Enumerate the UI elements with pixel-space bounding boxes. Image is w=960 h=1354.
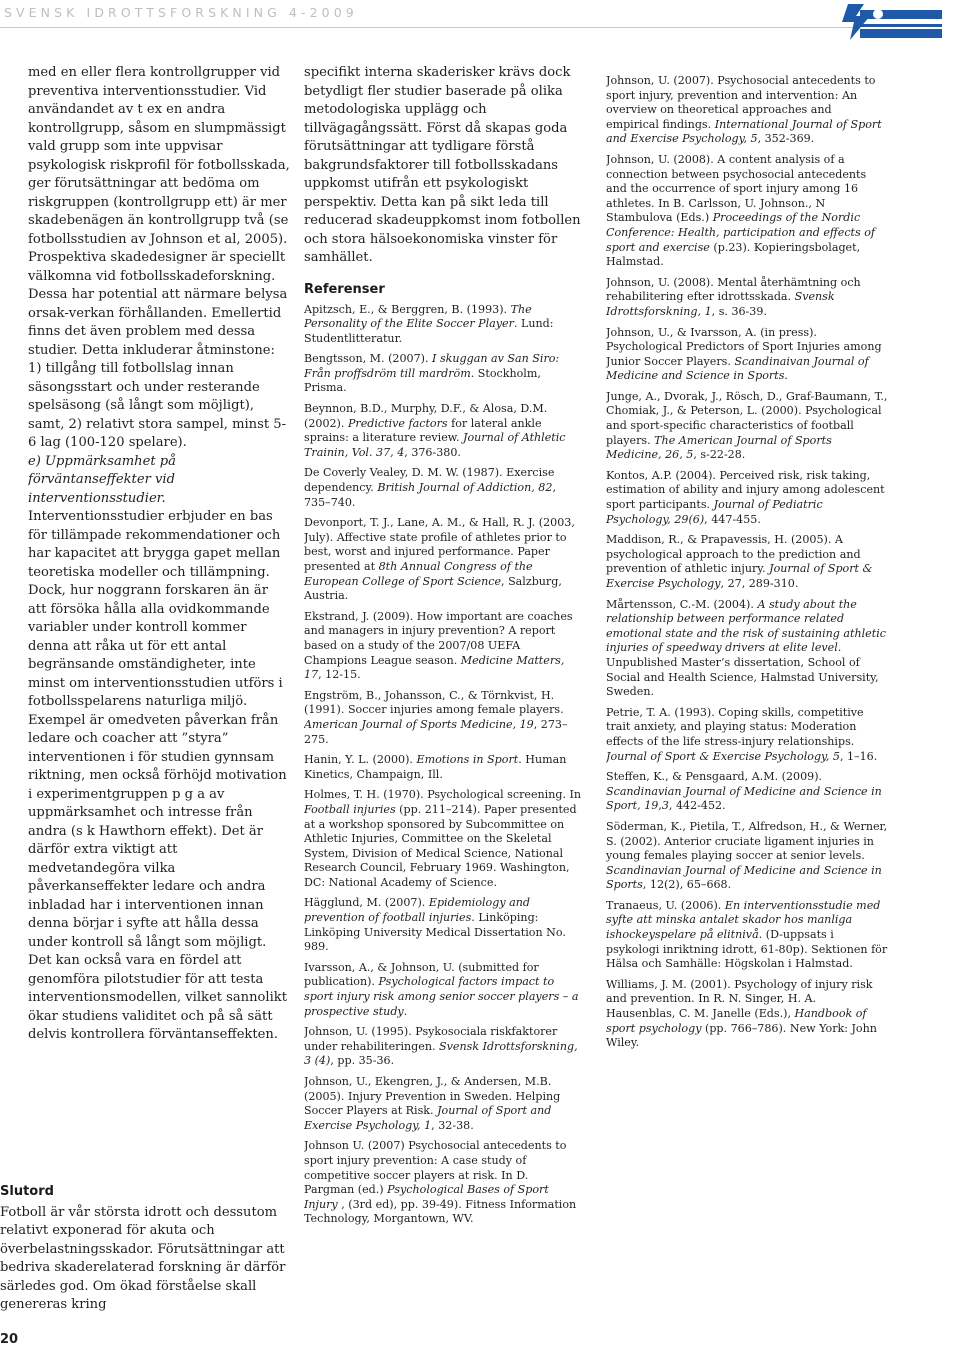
reference-entry — [304, 402, 582, 460]
reference-text: Holmes, T. H. (1970). Psychological screening. In — [304, 788, 582, 802]
reference-text: , s-22-28. — [693, 448, 746, 462]
column-3 — [606, 74, 888, 1057]
reference-text: . Linköping: Linköping University Medical Dissertation No. 989. — [304, 911, 566, 954]
reference-entry — [304, 352, 582, 396]
reference-entry — [304, 1139, 582, 1227]
reference-entry — [304, 303, 582, 347]
reference-text: . — [403, 1004, 408, 1018]
reference-title: Handbook of sport psychology — [606, 1007, 867, 1035]
reference-text: Bengtsson, M. (2007). — [304, 352, 433, 366]
reference-text: (p.23). Kopieringsbolaget, Halmstad. — [606, 240, 861, 269]
reference-text: , 447-455. — [704, 512, 761, 526]
reference-text: , 352-369. — [757, 132, 815, 146]
reference-entry — [606, 899, 888, 972]
reference-text: Johnson U. (2007) Psychosocial antecedents to sport injury prevention: A case study of competitive soccer players at risk. In D. Pargman (ed.) — [304, 1139, 567, 1197]
page-number: 20 — [0, 1332, 19, 1347]
reference-list-col2 — [304, 303, 582, 1227]
reference-title: Journal of Sport and Exercise Psychology, 1 — [304, 1104, 552, 1132]
reference-title: 8th Annual Congress of the European College of Sport Science — [304, 560, 533, 588]
reference-title: The Personality of the Elite Soccer Player — [304, 302, 532, 331]
reference-text: Hanin, Y. L. (2000). — [304, 753, 417, 767]
reference-title: Scandinavian Journal of Medicine and Science in Sport, 19,3 — [606, 784, 882, 813]
reference-entry — [304, 1075, 582, 1133]
slutord-heading: Slutord — [0, 1184, 54, 1199]
reference-entry — [606, 469, 888, 527]
reference-text: Kontos, A.P. (2004). Perceived risk, risk taking, estimation of ability and injury among adolescent sport participants. — [606, 468, 885, 512]
reference-title: Medicine Matters, 17 — [304, 653, 565, 682]
reference-entry — [304, 610, 582, 683]
reference-text: for lateral ankle sprains: a literature review. — [304, 416, 542, 445]
reference-text: . Unpublished Master’s dissertation, School of Social and Health Science, Halmstad University, Sweden. — [606, 641, 879, 699]
reference-text: Apitzsch, E., & Berggren, B. (1993). — [304, 302, 511, 316]
reference-text: Engström, B., Johansson, C., & Törnkvist, H. (1991). Soccer injuries among female players. — [304, 688, 564, 717]
reference-title: Journal of Sport & Exercise Psychology — [606, 562, 873, 590]
reference-title: Emotions in Sport — [416, 753, 519, 767]
reference-title: International Journal of Sport and Exercise Psychology, 5 — [606, 117, 882, 146]
reference-entry — [304, 896, 582, 954]
reference-text: . Human Kinetics, Champaign, Ill. — [304, 753, 567, 781]
reference-text: (pp. 766–786). New York: John Wiley. — [606, 1021, 877, 1050]
reference-text: Hägglund, M. (2007). — [304, 896, 429, 910]
reference-text: , Salzburg, Austria. — [304, 574, 562, 603]
reference-text: De Coverly Vealey, D. M. W. (1987). Exercise dependency. — [304, 466, 555, 495]
reference-text: , s. 36-39. — [711, 304, 767, 318]
reference-text: . Stockholm, Prisma. — [304, 366, 541, 395]
reference-text: , 735–740. — [304, 481, 556, 509]
page-header — [0, 0, 960, 30]
reference-text: , 27, 289-310. — [720, 577, 799, 590]
reference-text: Junge, A., Dvorak, J., Rösch, D., Graf-Baumann, T., Chomiak, J., & Peterson, L. (2000). Psychological and sport-specific characteristics of football players. — [606, 389, 888, 447]
references-heading: Referenser — [304, 281, 385, 297]
reference-text: Johnson, U. (2008). Mental återhämtning och rehabilitering efter idrottsskada. — [606, 275, 861, 304]
reference-text: . Lund: Studentlitteratur. — [304, 317, 554, 345]
reference-title: En interventionsstudie med syfte att minska antalet skador hos manliga ishockeyspelare på elitnivå — [606, 898, 881, 942]
reference-text: Beynnon, B.D., Murphy, D.F., & Alosa, D.M. (2002). — [304, 402, 548, 430]
reference-entry — [606, 533, 888, 591]
reference-entry — [606, 820, 888, 893]
reference-text: (pp. 211–214). Paper presented at a workshop sponsored by Subcommittee on Athletic Injuries, Committee on the Skeletal System, Division of Medical Science, National Research Council, February 1969. Washington, DC: National Academy of Science. — [304, 802, 577, 889]
body-paragraph-1: med en eller flera kontrollgrupper vid preventiva interventionsstudier. Vid användandet av t ex en andra kontrollgrupp, såsom en slumpmässigt vald grupp som inte uppvisar psykologisk riskprofil för fotbollsskada, ger förutsättningar att bedöma om riskgruppen (kontrollgrupp ett) är mer skadebenägen än kontrollgrupp två (se fotbollsstudien av Johnson et al, 2005). Prospektiva skadedesigner är speciellt välkomna vid fotbollsskadeforskning. Dessa har potential att närmare belysa orsak-verkan förhållanden. Emellertid finns det även problem med dessa studier. Detta inkluderar åtminstone: 1) tillgång till fotbollslag innan säsongsstart och under resterande spelsäsong (så långt som möjligt), samt, 2) relativt stora sampel, minst 5-6 lag (100-120 spelare). — [28, 65, 290, 450]
reference-text: Johnson, U. (1995). Psykosociala riskfaktorer under rehabiliteringen. — [304, 1025, 558, 1053]
reference-entry — [304, 753, 582, 782]
reference-title: Svensk Idrottsforskning, 3 (4) — [304, 1039, 578, 1068]
reference-title: Epidemiology and prevention of football injuries — [304, 896, 530, 925]
reference-text: , 273–275. — [304, 717, 568, 746]
reference-entry — [606, 326, 888, 384]
reference-entry — [304, 516, 582, 604]
reference-entry — [304, 788, 582, 890]
reference-text: . (D-uppsats i psykologi inriktning idrott, 61-80p). Sektionen för Hälsa och Samhälle: Högskolan i Halmstad. — [606, 928, 888, 971]
journal-logo-icon — [826, 2, 944, 42]
reference-entry — [606, 74, 888, 147]
reference-title: A study about the relationship between performance related emotional state and the risk of sustaining athletic injuries of speedway drivers at elite level — [606, 597, 886, 655]
reference-entry — [606, 770, 888, 814]
reference-title: Predictive factors — [347, 416, 448, 430]
body-paragraph-3: specifikt interna skaderisker krävs dock betydligt fler studier baserade på olika metodologiska upplägg och tillvägagångssätt. Först då skapas goda förutsättningar att tydligare förstå bakgrundsfaktorer till fotbollsskadans uppkomst utifrån ett psykologiskt perspektiv. Detta kan på sikt leda till reducerad skadeuppkomst inom fotbollen och stora hälsoekonomiska vinster för samhället. — [304, 65, 581, 265]
reference-text: Ekstrand, J. (2009). How important are coaches and managers in injury prevention? A report based on a study of the 2007/08 UEFA Champions League season. — [304, 609, 573, 667]
journal-title: SVENSK IDROTTSFORSKNING 4-2009 — [4, 5, 358, 20]
reference-title: I skuggan av San Siro: Från proffsdröm till mardröm — [304, 352, 560, 380]
reference-text: , 32-38. — [431, 1118, 474, 1132]
reference-title: Scandinavian Journal of Medicine and Science in Sports — [606, 863, 882, 892]
reference-entry — [606, 153, 888, 270]
reference-title: British Journal of Addiction, 82 — [377, 481, 553, 495]
reference-text: Mårtensson, C.-M. (2004). — [606, 597, 758, 611]
reference-title: Football injuries — [304, 802, 396, 816]
reference-text: . — [784, 369, 788, 383]
reference-text: , 1–16. — [839, 749, 878, 763]
reference-title: Psychological Bases of Sport Injury — [304, 1183, 549, 1211]
reference-text: Devonport, T. J., Lane, A. M., & Hall, R. J. (2003, July). Affective state profile of athletes prior to best, worst and injured performance. Paper presented at — [304, 516, 575, 573]
reference-text: Tranaeus, U. (2006). — [606, 898, 725, 912]
reference-text: , pp. 35-36. — [330, 1054, 395, 1068]
column-1 — [28, 64, 290, 1045]
reference-text: , (3rd ed), pp. 39-49). Fitness Information Technology, Morgantown, WV. — [304, 1197, 577, 1226]
subheading-e: e) Uppmärksamhet på förväntanseffekter vid interventionsstudier. — [28, 453, 176, 506]
reference-text: , 442-452. — [668, 799, 726, 813]
reference-entry — [304, 1025, 582, 1069]
reference-title: Proceedings of the Nordic Conference: Health, participation and effects of sport and exercise — [606, 211, 876, 254]
column-2 — [304, 64, 582, 1233]
reference-title: Scandinaivan Journal of Medicine and Science in Sports — [606, 354, 869, 383]
reference-title: Journal of Athletic Trainin, Vol. 37, 4 — [304, 431, 566, 459]
reference-entry — [606, 276, 888, 320]
reference-text: Johnson, U. (2008). A content analysis of a connection between psychosocial antecedents and the occurrence of sport injury among 16 athletes. In B. Carlsson, U. Johnson., N Stambulova (Eds.) — [606, 152, 867, 225]
header-rule — [0, 27, 905, 28]
reference-text: , 12-15. — [318, 668, 361, 682]
reference-text: Maddison, R., & Prapavessis, H. (2005). A psychological approach to the prediction and prevention of athletic injury. — [606, 533, 861, 576]
reference-title: Svensk Idrottsforskning, 1 — [606, 290, 835, 318]
reference-text: Ivarsson, A., & Johnson, U. (submitted for publication). — [304, 960, 539, 989]
reference-text: Petrie, T. A. (1993). Coping skills, competitive trait anxiety, and playing status: Moderation effects of the life stress-injury relationships. — [606, 705, 864, 748]
reference-text: Johnson, U., & Ivarsson, A. (in press). Psychological Predictors of Sport Injuries among Junior Soccer Players. — [606, 325, 882, 368]
body-paragraph-2: Interventionsstudier erbjuder en bas för tillämpade rekommendationer och har kapacitet att brygga gapet mellan teoretiska modeller och tillämpning. Dock, hur noggrann forskaren än är att försöka hålla alla ovidkommande variabler under kontroll kommer denna att råka ut för ett antal begränsande omständigheter, inte minst om interventionsstudien utförs i fotbollsspelarens naturliga miljö. Exempel är omedveten påverkan från ledare och coacher att ”styra” interventionen i för studien gynnsam riktning, men också förhöjd motivation i experimentgruppen p g a av uppmärksamhet och intresse från andra (s k Hawthorn effekt). Det är därför extra viktigt att medvetandegöra vilka påverkanseffekter ledare och andra inbladad har i interventionen innan denna börjar i syfte att hålla dessa under kontroll så långt som möjligt. Det kan också vara en fördel att genomföra pilotstudier för att testa interventionsmodellen, vilket sannolikt ökar studiens validitet och på så sätt delvis kontrollera förväntanseffekten. — [28, 509, 287, 1042]
reference-text: Williams, J. M. (2001). Psychology of injury risk and prevention. In R. N. Singer, H. A. Hausenblas, C. M. Janelle (Eds.), — [606, 977, 873, 1021]
reference-text: Söderman, K., Pietila, T., Alfredson, H., & Werner, S. (2002). Anterior cruciate ligament injuries in young females playing soccer at senior levels. — [606, 819, 888, 863]
reference-text: Steffen, K., & Pensgaard, A.M. (2009). — [606, 770, 823, 784]
reference-text: Johnson, U., Ekengren, J., & Andersen, M.B. (2005). Injury Prevention in Sweden. Helping Soccer Players at Risk. — [304, 1075, 561, 1118]
slutord-section — [0, 1183, 290, 1315]
reference-title: Psychological factors impact to sport injury risk among senior soccer players – a prospective study — [304, 975, 579, 1018]
reference-entry — [304, 961, 582, 1019]
reference-entry — [304, 466, 582, 510]
reference-title: Journal of Sport & Exercise Psychology, 5 — [606, 749, 840, 763]
reference-text: , 12(2), 65–668. — [642, 878, 732, 892]
reference-entry — [606, 706, 888, 764]
reference-title: Journal of Pediatric Psychology, 29(6) — [606, 498, 823, 526]
reference-entry — [606, 390, 888, 463]
reference-title: American Journal of Sports Medicine, 19 — [304, 717, 534, 731]
reference-title: The American Journal of Sports Medicine, 26, 5 — [606, 433, 832, 462]
reference-list-col3 — [606, 74, 888, 1051]
reference-entry — [606, 598, 888, 700]
reference-text: Johnson, U. (2007). Psychosocial antecedents to sport injury, prevention and intervention: An overview on theoretical approaches and empirical findings. — [606, 74, 876, 131]
reference-entry — [606, 978, 888, 1051]
reference-text: , 376-380. — [404, 445, 461, 459]
reference-entry — [304, 689, 582, 747]
slutord-text: Fotboll är vår största idrott och dessutom relativt exponerad för akuta och överbelastningsskador. Förutsättningar att bedriva skaderelaterad forskning är därför särledes god. Om ökad förståelse skall genereras kring — [0, 1204, 286, 1312]
